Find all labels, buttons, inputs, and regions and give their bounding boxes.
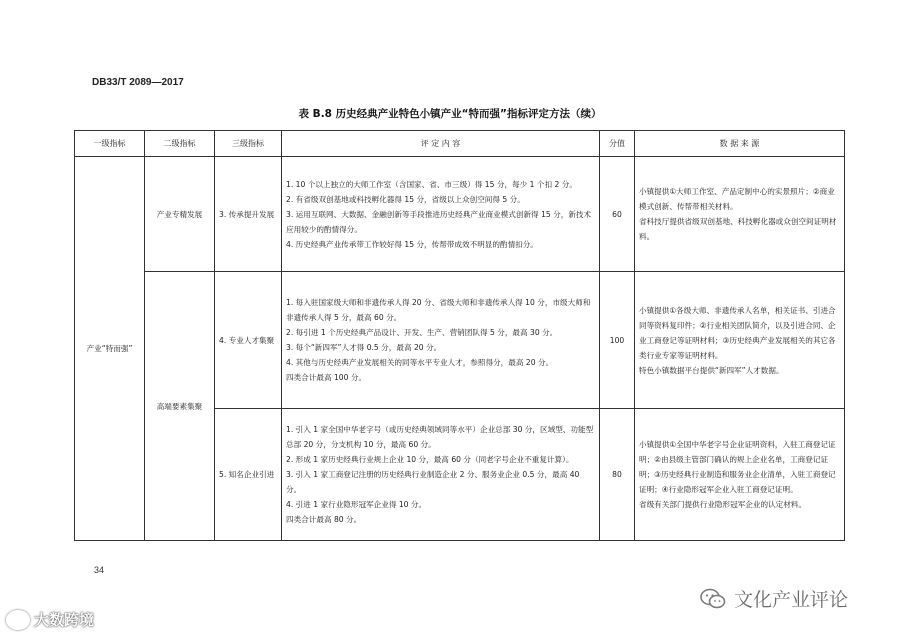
col-header-level1: 一级指标 bbox=[75, 131, 145, 157]
content-cell: 1. 10 个以上独立的大师工作室（含国家、省、市三级）得 15 分，每少 1 个扣 2 分。 2. 有省级双创基地或科技孵化器得 15 分，省级以上众创空间得 5 分。 3. 运用互联网、大数据、金融创新等手段推进历史经典产业商业模式创新得 15 分，新技术应用较少的酌情得分。 4. 历史经典产业传承带工作较好得 15 分，传帮带成效不明显的酌情扣分。 bbox=[282, 157, 600, 272]
level3-cell: 3. 传承提升发展 bbox=[215, 157, 282, 272]
evaluation-table bbox=[74, 130, 845, 541]
source-cell: 小镇提供①各级大师、非遗传承人名单，相关证书、引进合同等资料复印件；②行业相关团队简介，以及引进合同、企业工商登记等证明材料；③历史经典产业发展相关的其它各类行业专家等证明材料。 特色小镇数据平台提供“新四军”人才数据。 bbox=[635, 272, 845, 409]
table-row bbox=[75, 157, 845, 272]
table-row bbox=[75, 272, 845, 409]
level1-cell: 产业“特而强” bbox=[75, 157, 145, 541]
content-cell: 1. 每入驻国家级大师和非遗传承人得 20 分、省级大师和非遗传承人得 10 分，市级大师和非遗传承人得 5 分，最高 60 分。 2. 每引进 1 个历史经典产品设计、开发、生产、营销团队得 5 分，最高 30 分。 3. 每个“新四军”人才得 0.5 分，最高 20 分。 4. 其他与历史经典产业发展相关的同等水平专业人才，参照得分，最高 20 分。 四类合计最高 100 分。 bbox=[282, 272, 600, 409]
score-cell: 60 bbox=[600, 157, 635, 272]
col-header-content: 评 定 内 容 bbox=[282, 131, 600, 157]
content-cell: 1. 引入 1 家全国中华老字号（或历史经典领域同等水平）企业总部 30 分，区域型、功能型总部 20 分，分支机构 10 分，最高 60 分。 2. 形成 1 家历史经典行业规上企业 10 分，最高 60 分（同老字号企业不重复计算）。 3. 引入 1 家工商登记注册的历史经典行业制造企业 2 分、服务业企业 0.5 分，最高 40 分。 4. 引进 1 家行业隐形冠军企业得 10 分。 四类合计最高 80 分。 bbox=[282, 409, 600, 541]
brand-logo-icon bbox=[6, 610, 30, 630]
table-title: 表 B.8 历史经典产业特色小镇产业“特而强”指标评定方法（续） bbox=[298, 108, 602, 120]
watermark-right bbox=[700, 585, 848, 612]
page-number: 34 bbox=[94, 565, 105, 575]
col-header-source: 数 据 来 源 bbox=[635, 131, 845, 157]
level2-cell: 高端要素集聚 bbox=[145, 272, 215, 541]
level3-cell: 4. 专业人才集聚 bbox=[215, 272, 282, 409]
source-cell: 小镇提供①大师工作室、产品定制中心的实景照片；②商业模式创新、传帮带相关材料。 省科技厅提供省级双创基地、科技孵化器或众创空间证明材料。 bbox=[635, 157, 845, 272]
wechat-icon bbox=[700, 588, 726, 610]
col-header-level3: 三级指标 bbox=[215, 131, 282, 157]
standard-code: DB33/T 2089—2017 bbox=[92, 77, 184, 88]
level3-cell: 5. 知名企业引进 bbox=[215, 409, 282, 541]
col-header-level2: 二级指标 bbox=[145, 131, 215, 157]
level2-cell: 产业专精发展 bbox=[145, 157, 215, 272]
watermark-left-text: 大数跨境 bbox=[34, 611, 95, 629]
col-header-score: 分值 bbox=[600, 131, 635, 157]
source-cell: 小镇提供①全国中华老字号企业证明资料，入驻工商登记证明；②由县级主管部门确认的规上企业名单，工商登记证明；③历史经典行业制造和服务业企业清单，入驻工商登记证明；④行业隐形冠军企业入驻工商登记证明。 省级有关部门提供行业隐形冠军企业的认定材料。 bbox=[635, 409, 845, 541]
score-cell: 80 bbox=[600, 409, 635, 541]
table-header-row bbox=[75, 131, 845, 157]
watermark-left bbox=[6, 609, 94, 630]
watermark-right-text: 文化产业评论 bbox=[734, 589, 849, 611]
score-cell: 100 bbox=[600, 272, 635, 409]
